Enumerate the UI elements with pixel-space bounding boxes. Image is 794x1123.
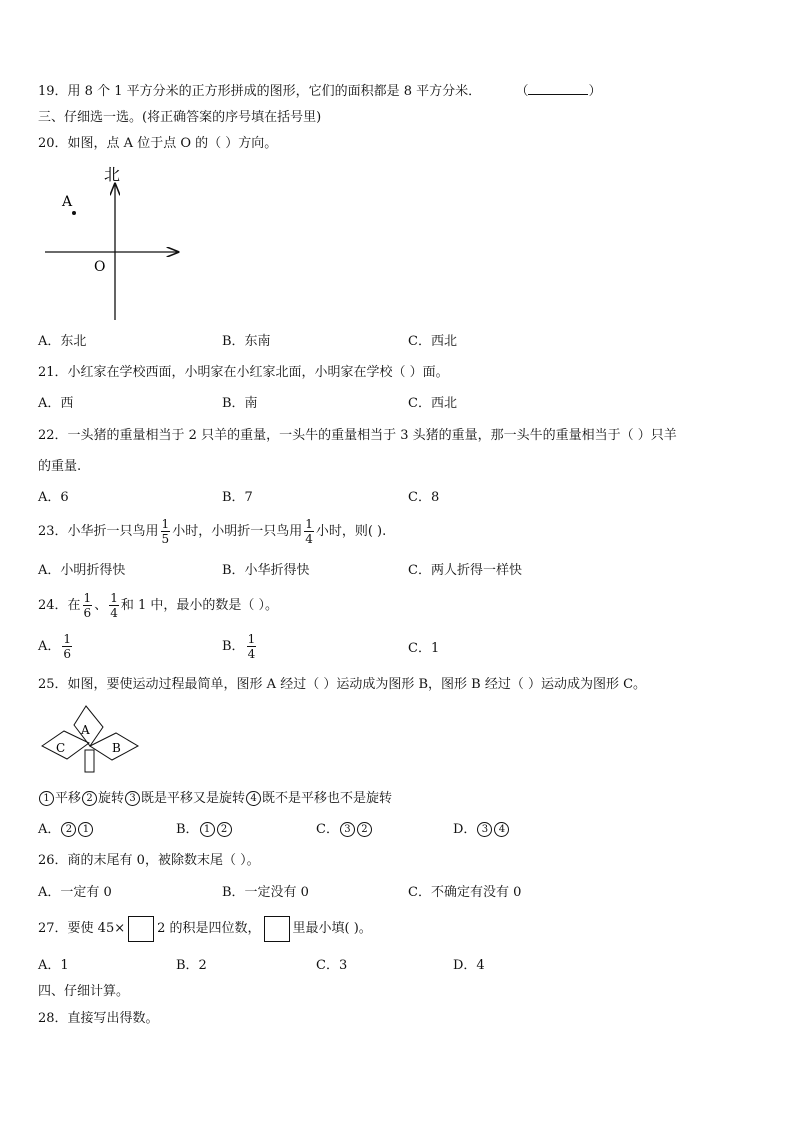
q26-option-c[interactable]: C．不确定有没有 0 [408, 885, 522, 900]
q27-option-d[interactable]: D．4 [453, 958, 485, 973]
q22-option-a[interactable]: A．6 [38, 490, 69, 505]
stem-rect [85, 750, 94, 772]
point-a-label: A [62, 194, 73, 210]
section-4-heading: 四、仔细计算。 [38, 984, 130, 999]
question-28-text: 28．直接写出得数。 [38, 1011, 159, 1026]
q27-option-c[interactable]: C．3 [316, 958, 348, 973]
question-20-text: 20．如图，点 A 位于点 O 的（ ）方向。 [38, 136, 278, 151]
question-23: 23．小华折一只鸟用 $\frac{1}{5}$ 小时，小明折一只鸟用 $\frac{1}{4}$ 小时，则( ). [38, 517, 387, 546]
q25-option-d[interactable]: D． 3 4 [453, 821, 510, 839]
q25-option-a[interactable]: A． 2 1 [38, 821, 94, 839]
q25-option-c[interactable]: C． 3 2 [316, 821, 373, 839]
q26-option-a[interactable]: A．一定有 0 [38, 885, 112, 900]
q25-option-b[interactable]: B． 1 2 [176, 821, 233, 839]
circled-number: 2 [82, 791, 97, 806]
compass-figure [40, 160, 190, 325]
question-19: 19．用 8 个 1 平方分米的正方形拼成的图形，它们的面积都是 8 平方分米． （ ） [38, 84, 602, 99]
q24-option-b[interactable]: B． $\frac{1}{4}$ [222, 632, 256, 661]
question-21-text: 21．小红家在学校西面，小明家在小红家北面，小明家在学校（ ）面。 [38, 365, 449, 380]
fraction-one-fourth: $\frac{1}{4}$ [305, 517, 313, 546]
q27-option-b[interactable]: B．2 [176, 958, 207, 973]
shape-a-label: A [81, 723, 90, 737]
circled-number: 1 [39, 791, 54, 806]
section-3-heading: 三、仔细选一选。(将正确答案的序号填在括号里) [38, 110, 322, 125]
q23-option-a[interactable]: A．小明折得快 [38, 563, 126, 578]
question-27: 27．要使 45× 2 的积是四位数， 里最小填( )。 [38, 914, 372, 944]
fraction-one-fifth: $\frac{1}{5}$ [161, 517, 170, 546]
fraction-one-fourth: $\frac{1}{4}$ [110, 591, 118, 620]
answer-blank[interactable] [528, 82, 588, 95]
origin-label: O [94, 259, 106, 275]
q22-option-c[interactable]: C．8 [408, 490, 440, 505]
question-25-text: 25．如图，要使运动过程最简单，图形 A 经过（ ）运动成为图形 B，图形 B 经过（ ）运动成为图形 C。 [38, 677, 647, 692]
q24-option-a[interactable]: A． $\frac{1}{6}$ [38, 632, 72, 661]
fraction-one-sixth: $\frac{1}{6}$ [63, 632, 72, 661]
question-19-text: 19．用 8 个 1 平方分米的正方形拼成的图形，它们的面积都是 8 平方分米． [38, 84, 482, 99]
q27-option-a[interactable]: A．1 [38, 958, 69, 973]
q26-option-b[interactable]: B．一定没有 0 [222, 885, 309, 900]
q24-option-c[interactable]: C．1 [408, 641, 440, 656]
q21-option-c[interactable]: C．西北 [408, 396, 457, 411]
q25-legend: 1 平移 2 旋转 3 既是平移又是旋转 4 既不是平移也不是旋转 [38, 790, 392, 808]
q23-option-c[interactable]: C．两人折得一样快 [408, 563, 522, 578]
question-24: 24．在 $\frac{1}{6}$ 、 $\frac{1}{4}$ 和 1 中，最小的数是（ ）。 [38, 591, 279, 620]
q21-option-a[interactable]: A．西 [38, 396, 74, 411]
fraction-one-sixth: $\frac{1}{6}$ [83, 591, 92, 620]
q23-option-b[interactable]: B．小华折得快 [222, 563, 310, 578]
fraction-one-fourth: $\frac{1}{4}$ [247, 632, 256, 661]
answer-box[interactable] [264, 916, 290, 942]
q22-option-b[interactable]: B．7 [222, 490, 253, 505]
answer-box[interactable] [128, 916, 154, 942]
q20-option-c[interactable]: C．西北 [408, 334, 457, 349]
q21-option-b[interactable]: B．南 [222, 396, 258, 411]
q20-option-a[interactable]: A．东北 [38, 334, 87, 349]
rotation-figure [38, 700, 148, 778]
circled-number: 3 [125, 791, 140, 806]
question-22-text-line2: 的重量. [38, 459, 82, 474]
question-26-text: 26．商的末尾有 0，被除数末尾（ ）。 [38, 853, 260, 868]
shape-b-label: B [112, 741, 121, 755]
question-22-text-line1: 22．一头猪的重量相当于 2 只羊的重量，一头牛的重量相当于 3 头猪的重量，那一头牛的重量相当于（ ）只羊 [38, 428, 677, 443]
point-a [72, 211, 76, 215]
north-label: 北 [104, 165, 121, 184]
circled-number: 4 [246, 791, 261, 806]
shape-c-label: C [56, 741, 66, 755]
q20-option-b[interactable]: B．东南 [222, 334, 271, 349]
